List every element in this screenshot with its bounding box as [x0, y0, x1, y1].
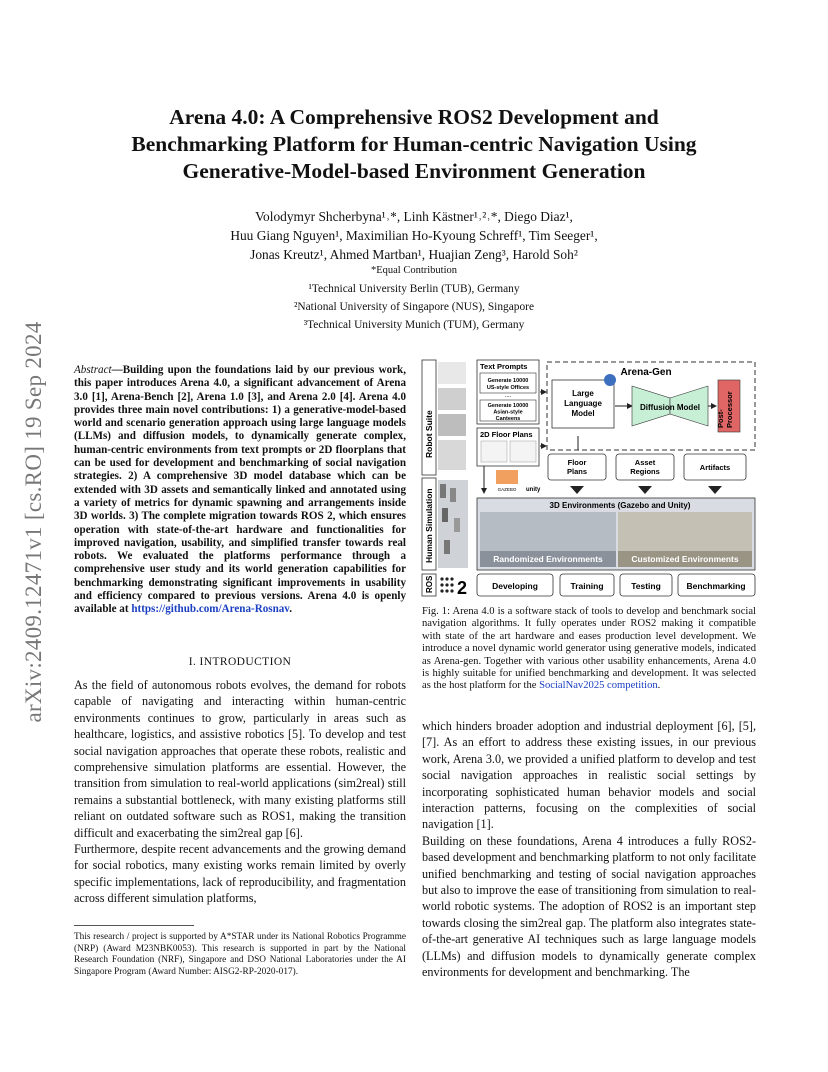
randomized-env-label: Randomized Environments	[493, 554, 603, 564]
github-link[interactable]: https://github.com/Arena-Rosnav	[131, 603, 290, 616]
title-line-3: Generative-Model-based Environment Generation	[182, 159, 646, 183]
abstract-end: .	[289, 603, 293, 616]
llm-network-icon	[604, 374, 616, 386]
intro-paragraph-2: Furthermore, despite recent advancements and the growing demand for social robotics, many existing works remain limited by overly specific implementations, lack of reproducibility, and fragmentation across different simulation platforms,	[74, 842, 406, 906]
post-processor-label: Post-Processor	[716, 391, 734, 428]
intro-column-left	[74, 677, 406, 907]
3d-environments-panel	[477, 498, 755, 570]
intro-column-right	[422, 718, 756, 981]
testing-stage: Testing	[631, 581, 661, 591]
gazebo-unity-logos	[496, 470, 541, 493]
caption-text: Fig. 1: Arena 4.0 is a software stack of tools to develop and benchmark social navigation algorithms. It fully operates under ROS2 making it compatible with state of the art hardware and eases production level development. We introduce a novel dynamic world generator using generative models, indicated as Arena-gen. Together with various other usability enhancements, Arena 4.0 is highly suitable for unified benchmarking and development. It was selected as the host platform for the	[422, 606, 756, 692]
funding-footnote: This research / project is supported by A*STAR under its National Robotics Programme (NRP) (Award M23NBK0053). This research is supported in part by the National Research Foundation (NRF), Singapore and DSO National Laboratories under the AI Singapore Program (Award Number: AISG2-RP-2020-017).	[74, 932, 406, 977]
floor-plans-output: Floor Plans	[566, 458, 588, 476]
section-heading-introduction: I. INTRODUCTION	[188, 656, 292, 668]
gazebo-logo	[496, 470, 518, 484]
abstract	[74, 364, 406, 617]
env-title: 3D Environments (Gazebo and Unity)	[549, 501, 691, 510]
arena-gen-title: Arena-Gen	[620, 367, 672, 378]
ros-label: ROS	[425, 575, 434, 593]
author-line-1: Volodymyr Shcherbyna¹˒*, Linh Kästner¹˒²˒*, Diego Diaz¹,	[255, 209, 573, 224]
human-simulation-label: Human Simulation	[424, 488, 434, 563]
affiliation-3: ³Technical University Munich (TUM), Germany	[303, 319, 525, 331]
ros2-panel	[422, 574, 467, 598]
arxiv-id-text: arXiv:2409.12471v1 [cs.RO] 19 Sep 2024	[21, 321, 46, 723]
output-boxes	[548, 454, 746, 494]
prompt-ellipsis: ....	[504, 393, 512, 399]
workflow-stages	[477, 574, 755, 596]
author-line-3: Jonas Kreutz¹, Ahmed Martban¹, Huajian Zeng³, Harold Soh²	[250, 247, 578, 262]
floor-plans-2d-box	[477, 428, 539, 466]
unity-label: unity	[526, 487, 541, 493]
title-line-2: Benchmarking Platform for Human-centric Navigation Using	[131, 132, 697, 156]
arxiv-identifier	[14, 272, 54, 772]
customized-env-label: Customized Environments	[631, 554, 739, 564]
floor-plans-2d-label: 2D Floor Plans	[480, 430, 533, 439]
author-line-2: Huu Giang Nguyen¹, Maximilian Ho-Kyoung Schreff¹, Tim Seeger¹,	[230, 228, 598, 243]
training-stage: Training	[570, 581, 604, 591]
text-prompts-label: Text Prompts	[480, 362, 528, 371]
abstract-label: Abstract	[74, 364, 112, 376]
intro-right-paragraph-2: Building on these foundations, Arena 4 introduces a fully ROS2-based development and benchmarking platform to not only facilitate unified benchmarking and testing of social navigation approaches but also to improve the ease of transitioning from simulation to real-world robotic systems. The adoption of ROS2 is an important step towards closing the sim2real gap. The platform also integrates state-of-the-art generative AI techniques such as large language models (LLMs) and diffusion models to dynamically generate complex environments for development and benchmarking. The	[422, 833, 756, 980]
affiliation-1: ¹Technical University Berlin (TUB), Germany	[308, 283, 520, 295]
caption-end: .	[657, 680, 661, 692]
abstract-text: —Building upon the foundations laid by our previous work, this paper introduces Arena 4.0, a significant advancement of Arena 3.0 [1], Arena-Bench [2], Arena 1.0 [3], and Arena 2.0 [4]. Arena 4.0 provides three main novel contributions: 1) a generative-model-based world and scenario generation approach using large language models (LLMs) and diffusion models, to dynamically generate complex, human-centric environments from text prompts or 2D floorplans that can be used for development and benchmarking of social navigation strategies. 2) A comprehensive 3D model database which can be extended with 3D assets and semantically linked and annotated using a variety of metrics for dynamic spawning and arrangements inside 3D worlds. 3) The complete migration towards ROS 2, which ensures operation with state-of-the-art hardware and functionalities for improved navigation, usability, and simplified transfer towards real robots. We evaluated the platforms performance through a comprehensive user study and its world generation capabilities for benchmarking demonstrating significant improvements in usability and efficiency compared to previous versions. Arena 4.0 is openly available at	[74, 364, 406, 616]
affiliation-2: ²National University of Singapore (NUS), Singapore	[293, 301, 535, 313]
robot-suite-panel	[422, 360, 466, 475]
prompt-2: Generate 10000 Asian-style Canteens	[487, 403, 529, 422]
prompt-1: Generate 10000 US-style Offices	[486, 378, 530, 391]
gazebo-label: GAZEBO	[497, 487, 517, 492]
ros-dots-icon	[440, 577, 453, 592]
intro-right-paragraph-1: which hinders broader adoption and industrial deployment [6], [5], [7]. As an effort to address these existing issues, in our previous work, Arena 3.0, we provided a unified platform to develop and test social navigation approaches in realistic social settings by incorporating sophisticated human behavior models and social interaction patterns, focusing on the complexities of social navigation [1].	[422, 719, 756, 832]
developing-stage: Developing	[492, 581, 538, 591]
paper-title	[90, 104, 738, 185]
robot-suite-label: Robot Suite	[424, 410, 434, 458]
ros-version: 2	[457, 578, 468, 598]
intro-paragraph-1: As the field of autonomous robots evolves, the demand for robots capable of navigating and interacting within human-centric environments continues to grow, particularly in areas such as healthcare, logistics, and assistive robotics [5]. To develop and test social navigation approaches that operate these robots, realistic and comprehensive simulation platforms are essential. However, the transition from simulation to real-world applications (sim2real) still remains a substantial bottleneck, with many existing platforms still reliant on outdated software such as ROS1, making the transition difficult and exacerbating the sim2real gap [6].	[74, 678, 406, 840]
human-simulation-panel	[422, 478, 468, 570]
figure-caption	[422, 606, 756, 693]
affiliations	[140, 262, 688, 334]
diffusion-label: Diffusion Model	[640, 403, 700, 412]
asset-regions-output: Asset Regions	[630, 458, 660, 476]
footnote-rule	[74, 925, 194, 926]
text-prompts-box	[477, 360, 539, 424]
llm-label: Large Language Model	[564, 389, 602, 418]
equal-contribution-note: *Equal Contribution	[370, 265, 458, 276]
socialnav-link[interactable]: SocialNav2025 competition	[539, 680, 658, 692]
benchmarking-stage: Benchmarking	[686, 581, 746, 591]
title-line-1: Arena 4.0: A Comprehensive ROS2 Development and	[169, 105, 659, 129]
figure-arena-overview	[420, 358, 758, 600]
author-list	[140, 207, 688, 264]
artifacts-output: Artifacts	[699, 463, 731, 472]
